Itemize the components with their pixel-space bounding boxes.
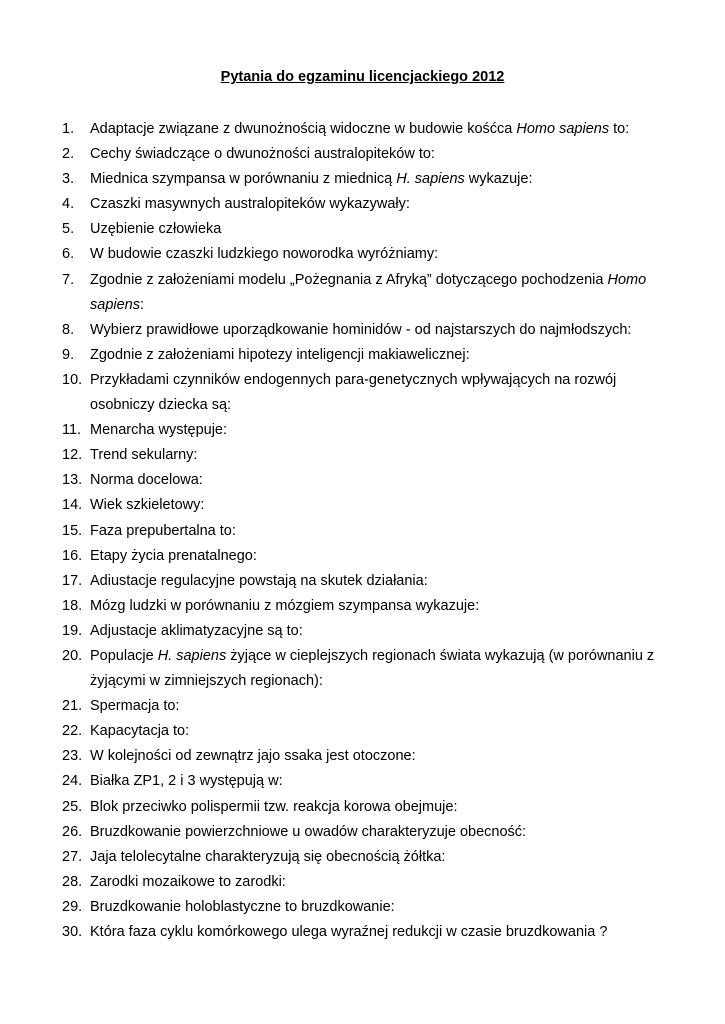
question-number: 27. xyxy=(62,848,83,865)
question-number: 2. xyxy=(62,146,75,163)
question-text-segment: Blok przeciwko polispermii tzw. reakcja korowa obejmuje: xyxy=(90,798,458,815)
question-item xyxy=(62,493,672,518)
question-text xyxy=(90,824,526,840)
question-item xyxy=(62,895,672,920)
question-text-segment: Spermacja to: xyxy=(90,698,180,715)
question-text xyxy=(90,347,470,363)
question-text-segment: : xyxy=(139,296,145,313)
question-text-segment: Zgodnie z założeniami hipotezy inteligencji makiawelicznej: xyxy=(90,346,470,363)
question-text xyxy=(90,623,303,639)
question-number: 21. xyxy=(62,698,83,715)
question-item xyxy=(62,217,672,242)
question-number: 25. xyxy=(62,798,83,815)
question-text-segment: Białka ZP1, 2 i 3 występują w: xyxy=(90,773,283,790)
question-text-segment: W budowie czaszki ludzkiego noworodka wyróżniamy: xyxy=(90,246,439,263)
question-item xyxy=(62,544,672,569)
question-text xyxy=(90,723,189,739)
question-text xyxy=(90,246,438,262)
question-text xyxy=(90,548,257,564)
question-number: 23. xyxy=(62,748,83,765)
question-number: 7. xyxy=(62,271,75,288)
question-number: 6. xyxy=(62,246,75,263)
question-number: 29. xyxy=(62,898,83,915)
question-item xyxy=(62,644,672,694)
question-number: 24. xyxy=(62,773,83,790)
question-item xyxy=(62,694,672,719)
question-list xyxy=(62,117,672,945)
question-item xyxy=(62,167,672,192)
question-number: 5. xyxy=(62,221,75,238)
question-text xyxy=(90,523,236,539)
question-item xyxy=(62,795,672,820)
question-text xyxy=(90,196,410,212)
question-item xyxy=(62,117,672,142)
question-text xyxy=(90,773,283,789)
question-text-segment: Czaszki masywnych australopiteków wykazywały: xyxy=(90,196,410,213)
question-text-italic: H. sapiens xyxy=(396,171,465,188)
question-text-segment: to: xyxy=(609,121,630,137)
question-text-segment: Uzębienie człowieka xyxy=(90,221,222,238)
question-text-segment: Wiek szkieletowy: xyxy=(90,497,205,514)
question-item xyxy=(62,769,672,794)
question-number: 8. xyxy=(62,321,75,338)
question-text xyxy=(90,924,607,940)
question-text xyxy=(90,272,646,313)
question-item xyxy=(62,368,672,418)
question-text-segment: Kapacytacja to: xyxy=(90,723,190,740)
question-item xyxy=(62,443,672,468)
question-text-segment: Adjustacje aklimatyzacyjne są to: xyxy=(90,622,303,639)
question-text xyxy=(90,573,428,589)
question-text xyxy=(90,472,203,488)
question-text-segment: Zgodnie z założeniami modelu „Pożegnania z Afryką” dotyczącego pochodzenia xyxy=(90,271,608,288)
question-number: 17. xyxy=(62,572,83,589)
question-text xyxy=(90,146,435,162)
question-item xyxy=(62,569,672,594)
question-text-segment: Bruzdkowanie holoblastyczne to bruzdkowanie: xyxy=(90,898,395,915)
question-text-segment: Mózg ludzki w porównaniu z mózgiem szympansa wykazuje: xyxy=(90,597,480,614)
question-text xyxy=(90,221,221,237)
question-text-segment: Populacje xyxy=(90,647,158,664)
question-text xyxy=(90,849,445,865)
question-text xyxy=(90,874,286,890)
question-text xyxy=(90,422,227,438)
question-text xyxy=(90,799,457,815)
question-item xyxy=(62,343,672,368)
question-text xyxy=(90,121,629,137)
question-text-segment: Przykładami czynników endogennych para-genetycznych wpływających na rozwój osobniczy dziecka są: xyxy=(90,371,617,414)
question-number: 22. xyxy=(62,723,83,740)
question-text-segment: Bruzdkowanie powierzchniowe u owadów charakteryzuje obecność: xyxy=(90,823,527,840)
question-text xyxy=(90,447,197,463)
question-number: 19. xyxy=(62,622,83,639)
question-number: 30. xyxy=(62,924,83,940)
question-text-italic: Homo sapiens xyxy=(516,121,610,137)
question-number: 28. xyxy=(62,873,83,890)
question-text xyxy=(90,497,204,513)
question-text-segment: Etapy życia prenatalnego: xyxy=(90,547,257,564)
question-item xyxy=(62,268,672,318)
question-number: 4. xyxy=(62,196,75,213)
question-item xyxy=(62,845,672,870)
question-text-segment: Faza prepubertalna to: xyxy=(90,522,236,539)
question-item xyxy=(62,594,672,619)
question-text-segment: W kolejności od zewnątrz jajo ssaka jest otoczone: xyxy=(90,748,416,765)
question-item xyxy=(62,719,672,744)
question-text-segment: wykazuje: xyxy=(464,171,533,188)
question-text xyxy=(90,171,532,187)
question-number: 11. xyxy=(62,422,82,439)
question-item xyxy=(62,318,672,343)
question-text xyxy=(90,648,654,689)
question-text-segment: Która faza cyklu komórkowego ulega wyraźnej redukcji w czasie bruzdkowania ? xyxy=(90,924,608,940)
page-title: Pytania do egzaminu licencjackiego 2012 xyxy=(220,69,505,85)
question-text-segment: Wybierz prawidłowe uporządkowanie hominidów - od najstarszych do najmłodszych: xyxy=(90,321,632,338)
question-text xyxy=(90,372,616,413)
question-item xyxy=(62,870,672,895)
question-text xyxy=(90,598,479,614)
question-text-segment: Cechy świadczące o dwunożności australopiteków to: xyxy=(90,146,435,163)
question-item xyxy=(62,519,672,544)
question-number: 26. xyxy=(62,823,83,840)
question-text-segment: Jaja telolecytalne charakteryzują się obecnością żółtka: xyxy=(90,848,446,865)
question-item xyxy=(62,142,672,167)
question-text-segment: Adaptacje związane z dwunożnością widoczne w budowie kośćca xyxy=(90,121,517,137)
question-text-segment: żyjące w cieplejszych regionach świata wykazują (w porównaniu z żyjącymi w zimniejszych regionach): xyxy=(90,647,655,690)
question-item xyxy=(62,820,672,845)
question-item xyxy=(62,242,672,267)
question-text xyxy=(90,698,179,714)
question-text-segment: Miednica szympansa w porównaniu z miednicą xyxy=(90,171,397,188)
question-text-segment: Zarodki mozaikowe to zarodki: xyxy=(90,873,286,890)
question-item xyxy=(62,192,672,217)
question-number: 10. xyxy=(62,371,83,388)
question-number: 3. xyxy=(62,171,75,188)
question-number: 12. xyxy=(62,447,83,464)
question-text-segment: Menarcha występuje: xyxy=(90,422,228,439)
question-text-segment: Trend sekularny: xyxy=(90,447,198,464)
question-text-segment: Norma docelowa: xyxy=(90,472,203,489)
question-text-italic: Homo sapiens xyxy=(90,271,647,313)
question-item xyxy=(62,619,672,644)
question-item xyxy=(62,468,672,493)
question-item xyxy=(62,418,672,443)
question-number: 9. xyxy=(62,346,75,363)
question-number: 13. xyxy=(62,472,83,489)
question-text xyxy=(90,748,416,764)
question-number: 15. xyxy=(62,522,83,539)
question-number: 1. xyxy=(62,121,75,137)
question-item xyxy=(62,744,672,769)
question-text xyxy=(90,322,631,338)
question-number: 18. xyxy=(62,597,83,614)
question-item xyxy=(62,920,672,945)
question-text-segment: Adiustacje regulacyjne powstają na skutek działania: xyxy=(90,572,428,589)
question-number: 16. xyxy=(62,547,83,564)
question-text-italic: H. sapiens xyxy=(157,647,227,664)
question-number: 20. xyxy=(62,647,83,664)
question-text xyxy=(90,899,395,915)
question-number: 14. xyxy=(62,497,83,514)
